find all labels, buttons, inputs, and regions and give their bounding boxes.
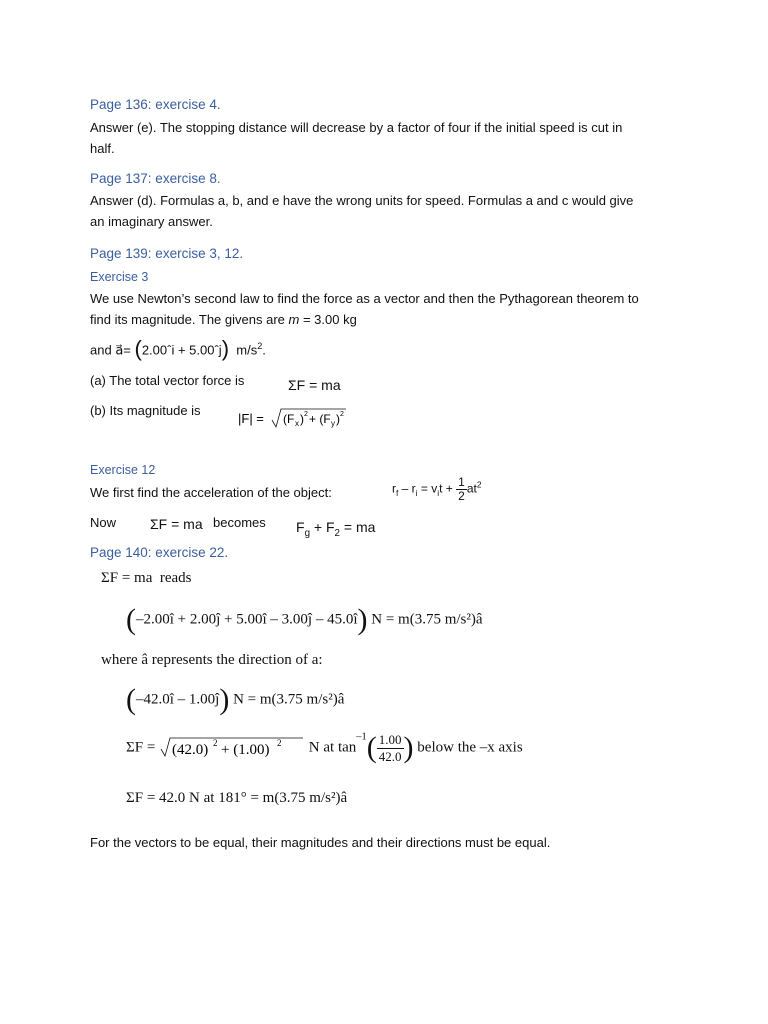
heading-page-139: Page 139: exercise 3, 12. [90,246,244,261]
now-label: Now [90,515,117,530]
svg-text:2: 2 [304,411,308,418]
svg-text:(42.0): (42.0) [172,742,209,758]
svg-text:+ (1.00): + (1.00) [221,742,270,758]
heading-page-137: Page 137: exercise 8. [90,171,221,186]
magnitude-equation [238,405,348,438]
answer-136-line1: Answer (e). The stopping distance will decrease by a factor of four if the initial speed is cut in [90,120,623,135]
newton-law-reads: ΣF = ma reads [101,570,192,586]
answer-137-line2: an imaginary answer. [90,214,213,229]
kinematics-equation: $r_f - r_i = v_it$ + $\frac{1}{2}$ $at^2$ [392,475,482,503]
exercise-3-line2: find its magnitude. The givens are m = 3.00 kg [90,312,357,327]
forces-sum-equation: $F_g + F_2$ = ma [296,519,376,539]
svg-text:+ (F: + (F [309,412,331,426]
answer-137-line1: Answer (d). Formulas a, b, and e have the wrong units for speed. Formulas a and c would give [90,193,634,208]
svg-text:2: 2 [340,411,344,418]
heading-page-140: Page 140: exercise 22. [90,545,229,560]
equation-magnitude-angle: ΣF = (42.0) 2 + (1.00) 2 N at $\tan^{-1}$( $\frac{1.00}{42.0}$ ) below the –x axis [126,731,523,764]
svg-text:2: 2 [277,738,282,748]
heading-page-136: Page 136: exercise 4. [90,97,221,112]
equation-simplified: (–42.0î – 1.00ĵ) N = m(3.75 m/s²)â [126,683,345,716]
part-a-label: (a) The total vector force is [90,373,245,388]
becomes-label: becomes [213,515,266,530]
equation-final: ΣF = 42.0 N at 181° = m(3.75 m/s²)â [126,790,348,806]
conclusion-text: For the vectors to be equal, their magnitudes and their directions must be equal. [90,835,551,850]
acceleration-symbol: a⃗= [115,342,131,358]
svg-text:(F: (F [283,412,295,426]
direction-note: where â represents the direction of a: [101,652,323,668]
now-equation: ΣF = ma [150,516,203,532]
exercise-12-title: Exercise 12 [90,463,156,477]
svg-text:y: y [331,419,335,428]
svg-text:): ) [336,412,340,426]
part-a-equation: ΣF = ma [288,377,341,393]
svg-text:|F| =: |F| = [238,411,264,426]
answer-136-line2: half. [90,141,115,156]
equation-sum-forces: (–2.00î + 2.00ĵ + 5.00î – 3.00ĵ – 45.0î) N = m(3.75 m/s²)â [126,603,483,636]
part-b-label: (b) Its magnitude is [90,403,201,418]
svg-text:): ) [300,412,304,426]
exercise-3-line1: We use Newton’s second law to find the force as a vector and then the Pythagorean theorem to [90,291,639,306]
svg-text:x: x [295,419,299,428]
acceleration-given: and a⃗= (2.00ˆi + 5.00ˆj) $m/s^2$. [90,336,266,362]
exercise-12-line: We first find the acceleration of the object: [90,485,332,500]
exercise-3-title: Exercise 3 [90,270,149,284]
svg-text:2: 2 [213,738,218,748]
